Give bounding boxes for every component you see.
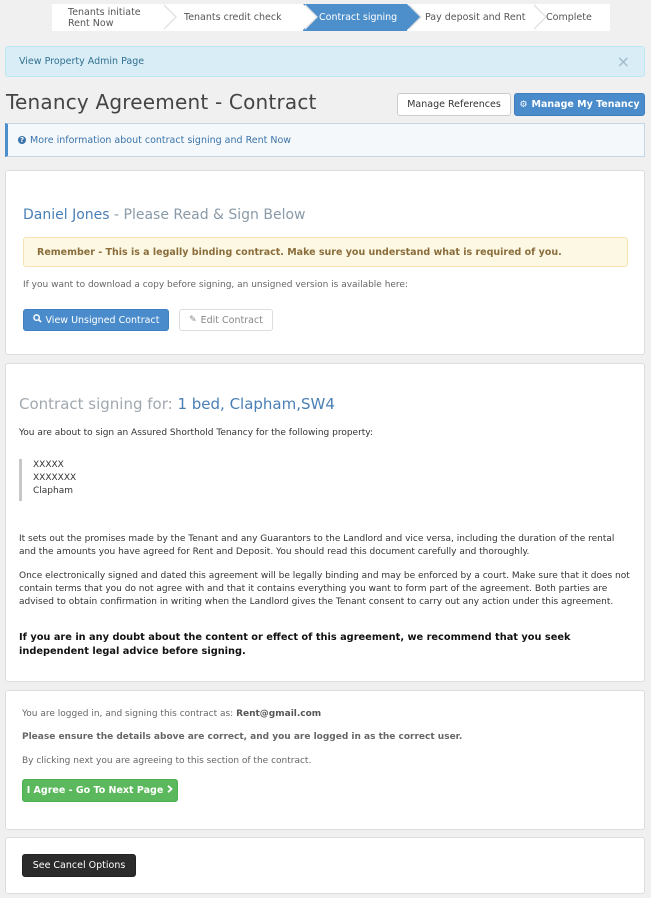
gears-icon: ⚙ xyxy=(519,99,528,110)
progress-steps xyxy=(52,4,610,31)
info-icon: ? xyxy=(19,136,25,144)
info-box xyxy=(5,123,645,157)
step-label: Tenants initiate Rent Now xyxy=(68,6,141,29)
step-credit-check xyxy=(162,4,303,31)
step-label: Tenants credit check xyxy=(184,12,282,23)
signer-suffix: - Please Read & Sign Below xyxy=(109,207,306,223)
contract-heading-prefix: Contract signing for: xyxy=(19,395,178,413)
chevron-right-icon xyxy=(167,785,173,796)
step-contract-signing xyxy=(303,4,407,31)
confirm-panel xyxy=(5,690,645,830)
contract-paragraph-1: It sets out the promises made by the Tenant and any Guarantors to the Landlord and vice versa, including the duration of the rental and the amounts you have agreed for Rent and Deposit. You should read this document carefully and thoroughly. xyxy=(19,534,615,557)
step-label: Complete xyxy=(546,12,592,23)
close-icon[interactable]: × xyxy=(616,52,630,71)
legal-warning: Remember - This is a legally binding contract. Make sure you understand what is required of you. xyxy=(23,237,628,267)
address-line: XXXXXXX xyxy=(33,473,77,483)
button-label: View Unsigned Contract xyxy=(45,314,160,326)
button-label: Edit Contract xyxy=(200,314,263,326)
view-admin-link[interactable]: View Property Admin Page xyxy=(19,56,145,67)
contract-panel xyxy=(5,363,645,682)
admin-alert xyxy=(5,46,645,77)
pencil-icon: ✎ xyxy=(189,315,197,325)
contract-paragraph-2: Once electronically signed and dated this agreement will be legally binding and may be enforced by a court. Make sure that it does not contain terms that you do not agree with and that it contains everything you want to form part of the agreement. Both parties are advised to obtain confirmation in writing when the Landlord gives the Tenant consent to carry out any action under this agreement. xyxy=(19,571,630,607)
about-text: You are about to sign an Assured Shorthold Tenancy for the following property: xyxy=(19,428,374,438)
step-label: Contract signing xyxy=(319,12,398,23)
view-unsigned-button[interactable] xyxy=(23,309,169,331)
logged-prefix: You are logged in, and signing this contract as: xyxy=(22,709,237,719)
legal-advice-note: If you are in any doubt about the content or effect of this agreement, we recommend that you seek independent legal advice before signing. xyxy=(19,632,571,657)
logged-in-text xyxy=(22,709,321,719)
button-label: Manage References xyxy=(407,99,501,110)
manage-tenancy-button[interactable] xyxy=(514,93,645,116)
signer-heading xyxy=(23,207,306,223)
signer-name: Daniel Jones xyxy=(23,207,110,223)
agreement-text: By clicking next you are agreeing to this section of the contract. xyxy=(22,756,312,766)
cancel-panel xyxy=(5,837,645,894)
address-line: XXXXX xyxy=(33,460,64,470)
page-title: Tenancy Agreement - Contract xyxy=(6,90,317,114)
address-line: Clapham xyxy=(33,486,73,496)
property-address xyxy=(19,459,76,501)
search-icon xyxy=(33,314,42,326)
user-email: Rent@gmail.com xyxy=(236,709,322,719)
button-label: I Agree - Go To Next Page xyxy=(26,785,164,796)
ensure-text: Please ensure the details above are correct, and you are logged in as the correct user. xyxy=(22,732,463,742)
edit-contract-button[interactable] xyxy=(179,309,273,331)
cancel-options-button[interactable] xyxy=(22,854,136,877)
info-link[interactable]: More information about contract signing and Rent Now xyxy=(30,134,292,146)
sign-panel xyxy=(5,170,645,355)
button-label: Manage My Tenancy xyxy=(531,99,640,110)
property-name: 1 bed, Clapham,SW4 xyxy=(177,395,335,413)
step-pay-deposit xyxy=(407,4,532,31)
step-tenants-initiate xyxy=(52,4,162,31)
download-text: If you want to download a copy before signing, an unsigned version is available here: xyxy=(23,280,409,290)
agree-next-button[interactable] xyxy=(22,779,178,802)
step-label: Pay deposit and Rent xyxy=(425,12,526,23)
manage-references-button[interactable] xyxy=(397,93,511,116)
button-label: See Cancel Options xyxy=(32,860,126,871)
contract-heading xyxy=(19,395,335,413)
